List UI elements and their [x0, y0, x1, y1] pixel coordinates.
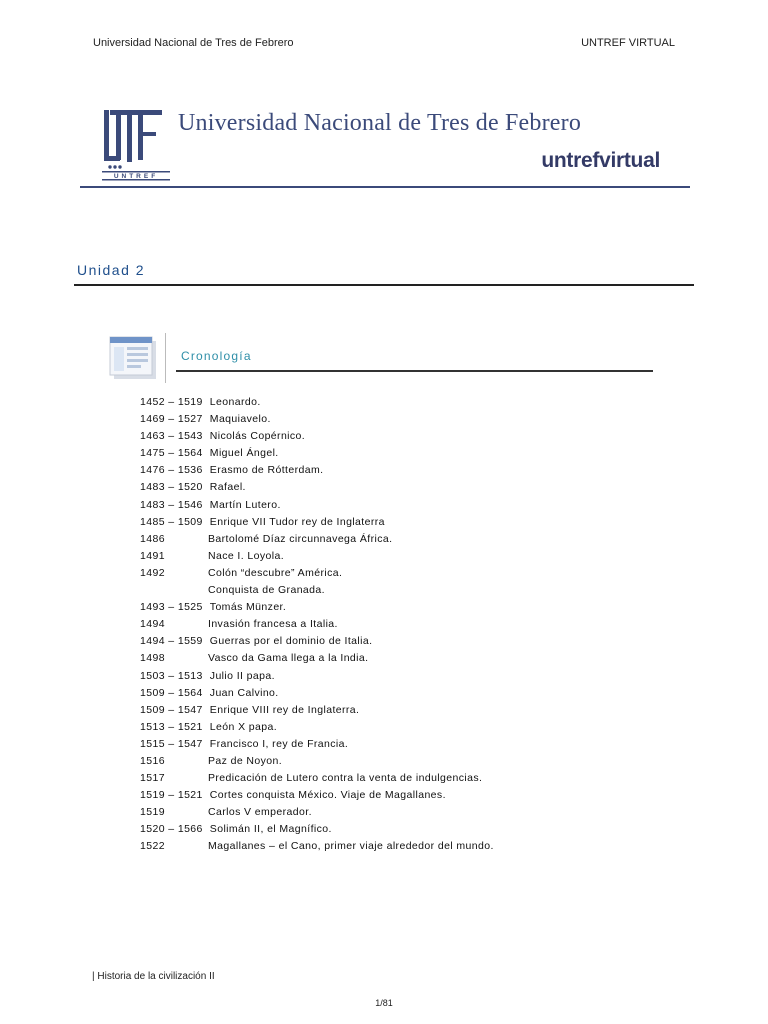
chronology-years: 1494 [140, 618, 165, 631]
chronology-event: Martín Lutero. [209, 498, 281, 511]
chronology-years: 1520 – 1566 [140, 823, 203, 836]
page-number: 1/81 [375, 998, 393, 1008]
unit-title: Unidad 2 [77, 262, 146, 278]
chronology-event: Nicolás Copérnico. [209, 430, 306, 443]
chronology-event: Erasmo de Rótterdam. [209, 464, 324, 477]
untref-logo [100, 104, 172, 182]
chronology-item [140, 479, 446, 496]
chronology-event: Rafael. [209, 481, 246, 494]
chronology-event: Carlos V emperador. [208, 806, 312, 819]
chronology-event: Enrique VIII rey de Inglaterra. [209, 703, 360, 716]
chronology-item [140, 531, 446, 548]
chronology-event: Paz de Noyon. [208, 754, 283, 767]
chronology-years: 1486 [140, 532, 165, 545]
chronology-years: 1516 [140, 754, 165, 767]
document-icon [108, 335, 158, 381]
chronology-item [140, 462, 446, 479]
chronology-event: Miguel Ángel. [209, 447, 279, 460]
chronology-years: 1522 [140, 840, 165, 853]
chronology-item [140, 394, 446, 411]
running-header-left: Universidad Nacional de Tres de Febrero [93, 37, 294, 49]
chronology-years: 1498 [140, 652, 165, 665]
chronology-event: Guerras por el dominio de Italia. [209, 635, 373, 648]
chronology-item [140, 770, 483, 787]
chronology-item [140, 599, 446, 616]
chronology-event: Vasco da Gama llega a la India. [208, 652, 369, 665]
chronology-item [140, 565, 446, 582]
chronology-event: Colón “descubre” América. [208, 566, 343, 579]
section-title: Cronología [181, 349, 252, 363]
chronology-years: 1491 [140, 549, 165, 562]
chronology-event: Conquista de Granada. [208, 584, 325, 597]
chronology-event: Francisco I, rey de Francia. [209, 737, 349, 750]
chronology-item [140, 787, 446, 804]
chronology-event: Bartolomé Díaz circunnavega África. [208, 532, 393, 545]
chronology-item [140, 616, 446, 633]
logo-text: UNTREF [113, 173, 159, 180]
chronology-item [140, 428, 446, 445]
chronology-item [140, 668, 446, 685]
untref-virtual-brand: untrefvirtual [541, 149, 660, 172]
chronology-list [140, 394, 494, 856]
chronology-event: Nace I. Loyola. [208, 549, 285, 562]
running-header-right: UNTREF VIRTUAL [581, 37, 675, 49]
chronology-item [140, 702, 446, 719]
section-divider [176, 370, 653, 372]
chronology-event: Solimán II, el Magnífico. [209, 823, 332, 836]
banner-divider [80, 186, 690, 188]
chronology-years: 1519 [140, 806, 165, 819]
chronology-years: 1517 [140, 772, 165, 785]
chronology-years: 1493 – 1525 [140, 601, 203, 614]
chronology-years: 1513 – 1521 [140, 720, 203, 733]
chronology-years: 1476 – 1536 [140, 464, 203, 477]
chronology-years: 1463 – 1543 [140, 430, 203, 443]
chronology-years: 1519 – 1521 [140, 789, 203, 802]
chronology-item [140, 838, 494, 855]
chronology-years: 1452 – 1519 [140, 396, 203, 408]
chronology-years: 1509 – 1547 [140, 703, 203, 716]
chronology-years: 1483 – 1520 [140, 481, 203, 494]
chronology-event: León X papa. [209, 720, 278, 733]
chronology-years: 1469 – 1527 [140, 413, 203, 426]
university-title: Universidad Nacional de Tres de Febrero [178, 110, 582, 136]
chronology-event: Invasión francesa a Italia. [208, 618, 338, 631]
chronology-event: Leonardo. [209, 396, 261, 408]
chronology-years: 1492 [140, 566, 165, 579]
chronology-years: 1485 – 1509 [140, 515, 203, 528]
footer-course-title: | Historia de la civilización II [92, 971, 215, 982]
chronology-years: 1503 – 1513 [140, 669, 203, 682]
chronology-event: Cortes conquista México. Viaje de Magallanes. [209, 789, 446, 802]
chronology-event: Predicación de Lutero contra la venta de indulgencias. [208, 772, 483, 785]
chronology-years: 1509 – 1564 [140, 686, 203, 699]
chronology-years: 1515 – 1547 [140, 737, 203, 750]
chronology-item [140, 753, 446, 770]
chronology-event: Enrique VII Tudor rey de Inglaterra [209, 515, 385, 528]
chronology-years: 1483 – 1546 [140, 498, 203, 511]
chronology-event: Juan Calvino. [209, 686, 279, 699]
chronology-item [140, 514, 446, 531]
chronology-item [140, 719, 446, 736]
chronology-years: 1475 – 1564 [140, 447, 203, 460]
chronology-item [140, 685, 446, 702]
chronology-item [140, 804, 446, 821]
chronology-item [140, 411, 446, 428]
chronology-event: Maquiavelo. [209, 413, 271, 426]
chronology-item [140, 821, 446, 838]
unit-divider [74, 284, 694, 286]
chronology-event: Magallanes – el Cano, primer viaje alrededor del mundo. [208, 840, 494, 853]
chronology-item [140, 445, 446, 462]
icon-separator [165, 333, 166, 383]
chronology-item [140, 736, 446, 753]
chronology-item [140, 650, 446, 667]
chronology-item [140, 497, 446, 514]
chronology-item [140, 548, 446, 565]
chronology-years: 1494 – 1559 [140, 635, 203, 648]
chronology-item [140, 633, 446, 650]
chronology-event: Tomás Münzer. [209, 601, 287, 614]
chronology-event: Julio II papa. [209, 669, 275, 682]
chronology-item [140, 582, 446, 599]
